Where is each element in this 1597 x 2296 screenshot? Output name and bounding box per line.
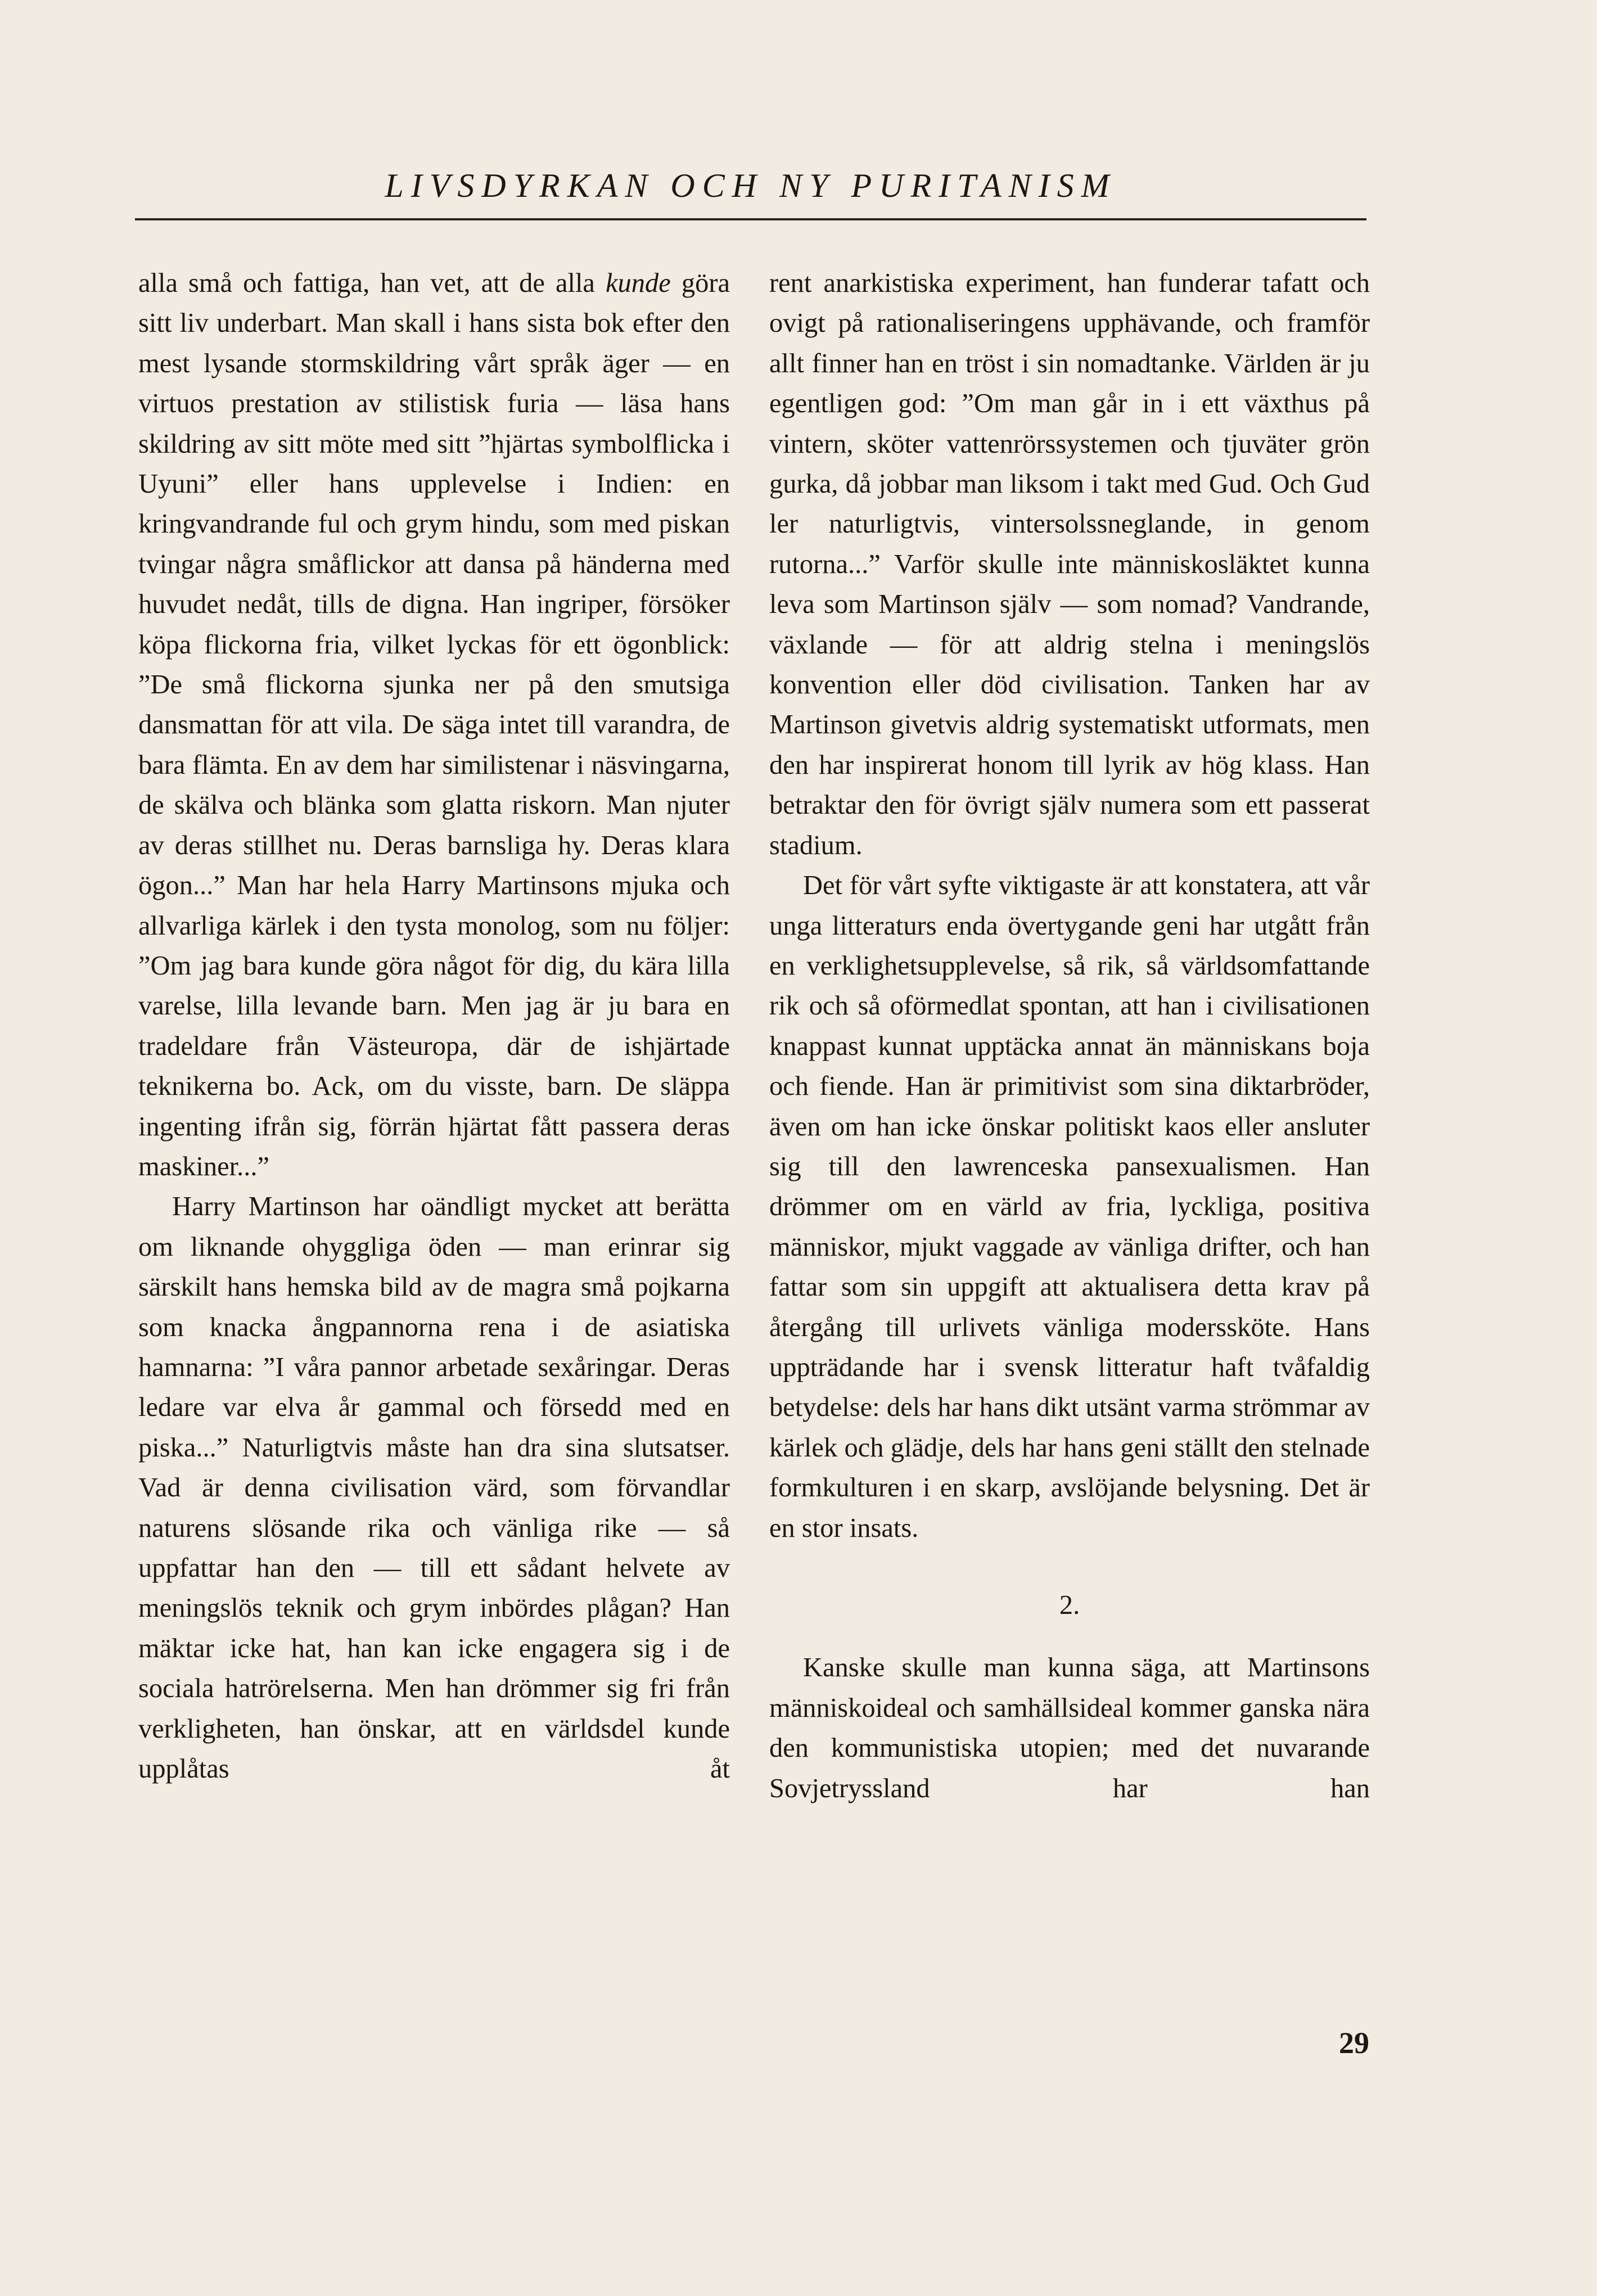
right-paragraph-3: Kanske skulle man kunna säga, att Martinsons människoideal och samhällsideal kommer ganska nära den kommunistiska utopien; med det nuvarande Sovjetryssland har han (769, 1653, 1370, 1803)
page-number: 29 (1339, 2026, 1369, 2060)
right-column (769, 263, 1370, 1808)
left-paragraph-1 (138, 263, 730, 1187)
section-number: 2. (1059, 1590, 1080, 1620)
left-paragraph-2: Harry Martinson har oändligt mycket att berätta om liknande ohyggliga öden — man erinrar sig särskilt hans hemska bild av de magra små pojkarna som knacka ångpannorna rena i de asiatiska hamnarna: ”I våra pannor arbetade sexåringar. Deras ledare var elva år gammal och försedd med en piska...” Naturligtvis måste han dra sina slutsatser. Vad är denna civilisation värd, som förvandlar naturens slösande rika och vänliga rike — så uppfattar han den — till ett sådant helvete av meningslös teknik och grym inbördes plågan? Han mäktar icke hat, han kan icke engagera sig i de sociala hatrörelserna. Men han drömmer sig fri från verkligheten, han önskar, att en världsdel kunde upplåtas åt (138, 1192, 730, 1784)
right-paragraph-1: rent anarkistiska experiment, han funderar tafatt och ovigt på rationaliseringens upphävande, och framför allt finner han en tröst i sin nomadtanke. Världen är ju egentligen god: ”Om man går in i ett växthus på vintern, sköter vattenrörssystemen och tjuväter grön gurka, då jobbar man liksom i takt med Gud. Och Gud ler naturligtvis, vintersolssneglande, in genom rutorna...” Varför skulle inte människosläktet kunna leva som Martinson själv — som nomad? Vandrande, växlande — för att aldrig stelna i meningslös konvention eller död civilisation. Tanken har av Martinson givetvis aldrig systematiskt utformats, men den har inspirerat honom till lyrik av hög klass. Han betraktar den för övrigt själv numera som ett passerat stadium. (769, 268, 1370, 860)
left-paragraph-1-rest: göra sitt liv underbart. Man skall i hans sista bok efter den mest lysande stormskildring vårt språk äger — en virtuos prestation av stilistisk furia — läsa hans skildring av sitt möte med sitt ”hjärtas symbolflicka i Uyuni” eller hans upplevelse i Indien: en kringvandrande ful och grym hindu, som med piskan tvingar några småflickor att dansa på händerna med huvudet nedåt, tills de digna. Han ingriper, försöker köpa flickorna fria, vilket lyckas för ett ögonblick: ”De små flickorna sjunka ner på den smutsiga dansmattan för att vila. De säga intet till varandra, de bara flämta. En av dem har similistenar i näsvingarna, de skälva och blänka som glatta riskorn. Man njuter av deras stillhet nu. Deras barnsliga hy. Deras klara ögon...” Man har hela Harry Martinsons mjuka och allvarliga kärlek i den tysta monolog, som nu följer: ”Om jag bara kunde göra något för dig, du kära lilla varelse, lilla levande barn. Men jag är ju bara en tradeldare från Västeuropa, där de ishjärtade teknikerna bo. Ack, om du visste, barn. De släppa ingenting ifrån sig, förrän hjärtat fått passera deras maskiner...” (138, 268, 730, 1181)
left-paragraph-1-lead: alla små och fattiga, han vet, att de alla (138, 268, 606, 298)
left-column (138, 263, 730, 1789)
left-paragraph-1-emphasis: kunde (605, 268, 671, 298)
header-rule (135, 218, 1366, 220)
running-title: LIVSDYRKAN OCH NY PURITANISM (385, 167, 1117, 204)
right-paragraph-2: Det för vårt syfte viktigaste är att konstatera, att vår unga litteraturs enda övertygande geni har utgått från en verklighetsupplevelse, så rik, så världsomfattande rik och så oförmedlat spontan, att han i civilisationen knappast kunnat upptäcka annat än människans boja och fiende. Han är primitivist som sina diktarbröder, även om han icke önskar politiskt kaos eller ansluter sig till den lawrenceska pansexualismen. Han drömmer om en värld av fria, lyckliga, positiva människor, mjukt vaggade av vänliga drifter, och han fattar som sin uppgift att aktualisera detta krav på återgång till urlivets vänliga moderssköte. Hans uppträdande har i svensk litteratur haft tvåfaldig betydelse: dels har hans dikt utsänt varma strömmar av kärlek och glädje, dels har hans geni ställt den stelnade formkulturen i en skarp, avslöjande belysning. Det är en stor insats. (769, 870, 1370, 1543)
